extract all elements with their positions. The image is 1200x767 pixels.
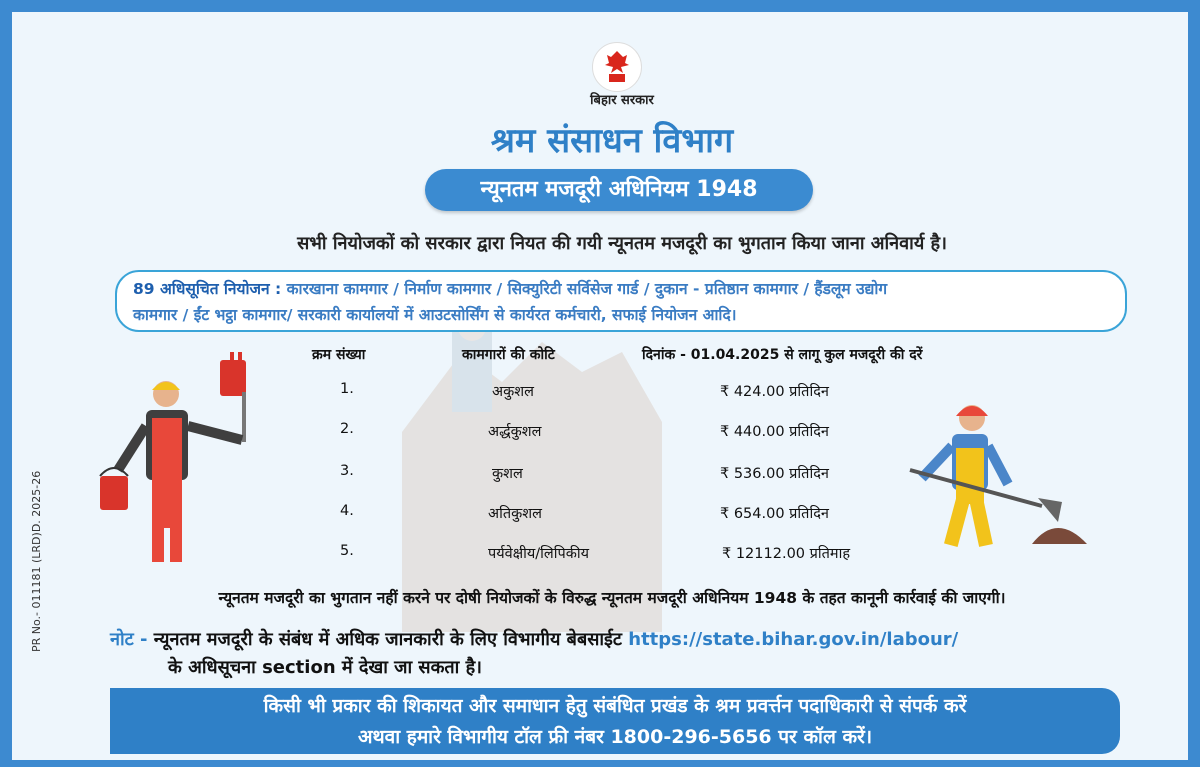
- website-link[interactable]: https://state.bihar.gov.in/labour/: [628, 629, 959, 650]
- government-label: बिहार सरकार: [590, 93, 654, 108]
- helpline-banner: [110, 688, 1120, 754]
- bihar-emblem-icon: [592, 42, 642, 92]
- helpline-line-1: किसी भी प्रकार की शिकायत और समाधान हेतु संबंधित प्रखंड के श्रम प्रवर्त्तन पदाधिकारी से संपर्क करें: [263, 695, 967, 717]
- row-3-serial: 3.: [340, 463, 354, 479]
- notified-line1: कारखाना कामगार / निर्माण कामगार / सिक्युरिटी सर्विसेज गार्ड / दुकान - प्रतिष्ठान कामगार / हैंडलूम उद्योग: [286, 280, 888, 298]
- pr-number: PR No.- 011181 (LRD)D. 2025-26: [30, 470, 43, 652]
- row-1-category: अकुशल: [492, 384, 534, 400]
- row-3-category: कुशल: [492, 466, 523, 482]
- row-3-rate: ₹ 536.00 प्रतिदिन: [720, 466, 829, 482]
- row-5-rate: ₹ 12112.00 प्रतिमाह: [722, 546, 851, 562]
- row-5-serial: 5.: [340, 543, 354, 559]
- row-4-category: अतिकुशल: [488, 506, 542, 522]
- note-text-1: न्यूनतम मजदूरी के संबंध में अधिक जानकारी के लिए विभागीय बेबसाईट: [153, 629, 622, 650]
- row-1-rate: ₹ 424.00 प्रतिदिन: [720, 384, 829, 400]
- row-2-category: अर्द्धकुशल: [488, 424, 542, 440]
- department-title: श्रम संसाधन विभाग: [490, 121, 734, 161]
- row-2-serial: 2.: [340, 421, 354, 437]
- note-block: [110, 626, 1188, 682]
- painter-worker-illustration: [92, 352, 282, 572]
- header-rate: दिनांक - 01.04.2025 से लागू कुल मजदूरी की दरें: [642, 347, 923, 363]
- header-serial: क्रम संख्या: [312, 347, 366, 363]
- row-2-rate: ₹ 440.00 प्रतिदिन: [720, 424, 829, 440]
- penalty-statement: न्यूनतम मजदूरी का भुगतान नहीं करने पर दोषी नियोजकों के विरुद्ध न्यूनतम मजदूरी अधिनियम 1948 के तहत कानूनी कार्रवाई की जाएगी।: [218, 589, 1006, 607]
- helpline-line-2: अथवा हमारे विभागीय टॉल फ्री नंबर 1800-296-5656 पर कॉल करें।: [357, 726, 873, 748]
- digger-worker-illustration: [882, 394, 1112, 554]
- row-4-rate: ₹ 654.00 प्रतिदिन: [720, 506, 829, 522]
- mandate-statement: सभी नियोजकों को सरकार द्वारा नियत की गयी न्यूनतम मजदूरी का भुगतान किया जाना अनिवार्य है।: [297, 233, 947, 254]
- poster: [12, 12, 1188, 760]
- note-text-2: के अधिसूचना section में देखा जा सकता है।: [168, 657, 482, 678]
- row-4-serial: 4.: [340, 503, 354, 519]
- note-label: नोट -: [110, 629, 148, 650]
- notified-lead: 89 अधिसूचित नियोजन :: [133, 280, 282, 298]
- row-1-serial: 1.: [340, 381, 354, 397]
- header-category: कामगारों की कोटि: [462, 347, 555, 363]
- act-title-badge: न्यूनतम मजदूरी अधिनियम 1948: [425, 169, 813, 211]
- notified-employments-box: [115, 270, 1127, 332]
- notified-line2: कामगार / ईंट भट्ठा कामगार/ सरकारी कार्यालयों में आउटसोर्सिंग से कार्यरत कर्मचारी, सफाई नियोजन आदि।: [133, 306, 737, 324]
- row-5-category: पर्यवेक्षीय/लिपिकीय: [488, 546, 590, 562]
